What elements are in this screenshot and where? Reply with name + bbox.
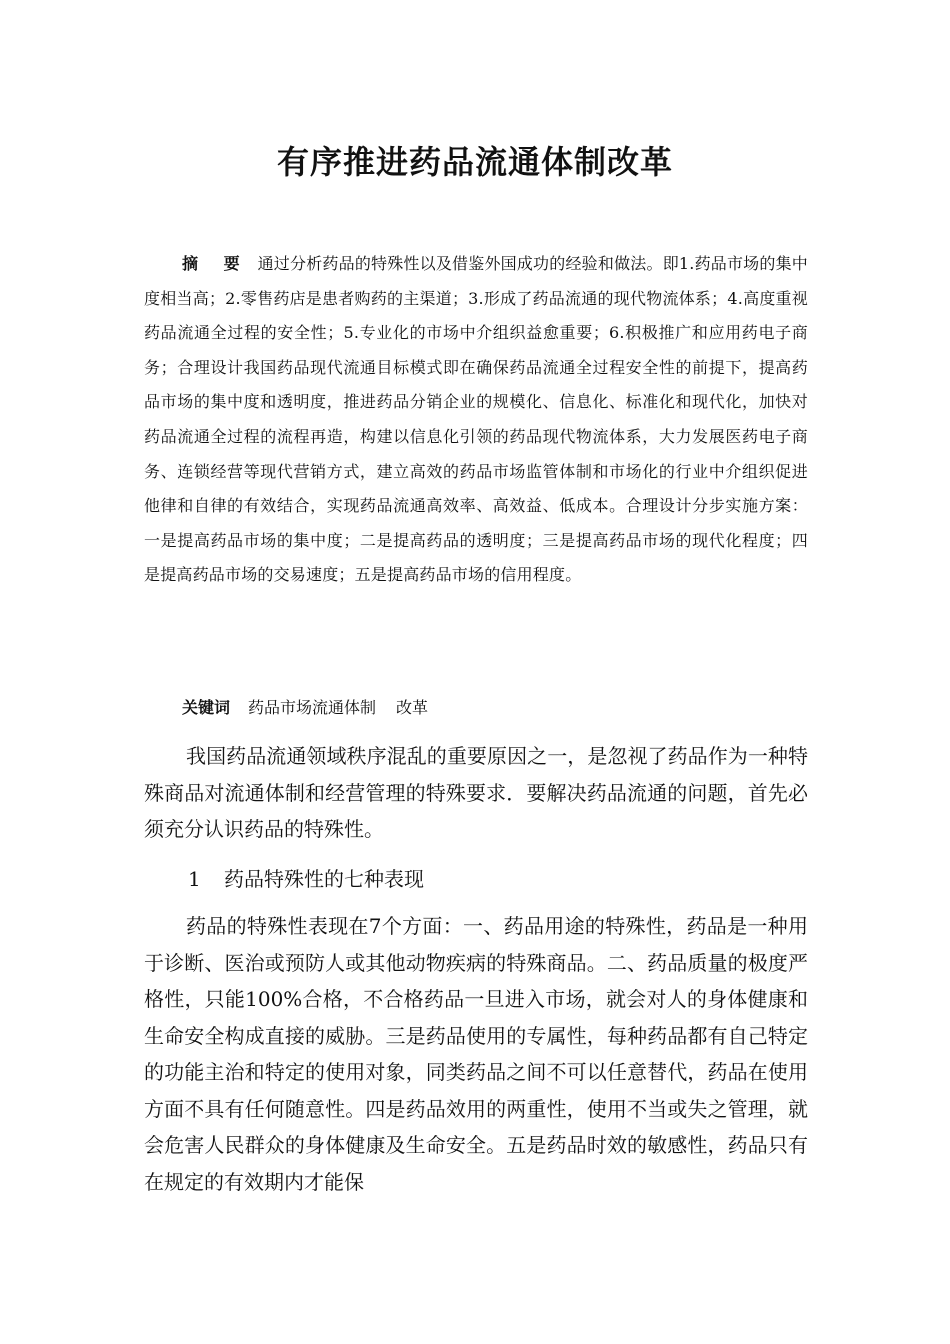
keywords-line: [182, 693, 428, 723]
keyword-item: 药品市场流通体制: [248, 698, 377, 717]
section-heading: [188, 861, 424, 897]
body-paragraph-intro: 我国药品流通领域秩序混乱的重要原因之一，是忽视了药品作为一种特殊商品对流通体制和经营管理的特殊要求．要解决药品流通的问题，首先必须充分认识药品的特殊性。: [144, 744, 808, 841]
abstract-paragraph: [144, 247, 808, 593]
section-number: 1: [188, 867, 201, 891]
page-title: 有序推进药品流通体制改革: [276, 143, 673, 181]
section-title: 药品特殊性的七种表现: [224, 867, 424, 891]
keywords-label: 关键词: [182, 698, 231, 717]
abstract-label: 摘 要: [182, 254, 250, 273]
body-paragraph-characteristics: 药品的特殊性表现在7个方面：一、药品用途的特殊性，药品是一种用于诊断、医治或预防人或其他动物疾病的特殊商品。二、药品质量的极度严格性，只能100%合格，不合格药品一旦进入市场，就会对人的身体健康和生命安全构成直接的威胁。三是药品使用的专属性，每种药品都有自己特定的功能主治和特定的使用对象，同类药品之间不可以任意替代，药品在使用方面不具有任何随意性。四是药品效用的两重性，使用不当或失之管理，就会危害人民群众的身体健康及生命安全。五是药品时效的敏感性，药品只有在规定的有效期内才能保: [144, 914, 808, 1194]
abstract-text: 通过分析药品的特殊性以及借鉴外国成功的经验和做法。即1.药品市场的集中度相当高；2.零售药店是患者购药的主渠道；3.形成了药品流通的现代物流体系；4.高度重视药品流通全过程的安全性；5.专业化的市场中介组织益愈重要；6.积极推广和应用药电子商务；合理设计我国药品现代流通目标模式即在确保药品流通全过程安全性的前提下，提高药品市场的集中度和透明度，推进药品分销企业的规模化、信息化、标准化和现代化，加快对药品流通全过程的流程再造，构建以信息化引领的药品现代物流体系，大力发展医药电子商务、连锁经营等现代营销方式，建立高效的药品市场监管体制和市场化的行业中介组织促进他律和自律的有效结合，实现药品流通高效率、高效益、低成本。合理设计分步实施方案：一是提高药品市场的集中度；二是提高药品的透明度；三是提高药品市场的现代化程度；四是提高药品市场的交易速度；五是提高药品市场的信用程度。: [144, 254, 808, 585]
keyword-item: 改革: [396, 698, 429, 717]
